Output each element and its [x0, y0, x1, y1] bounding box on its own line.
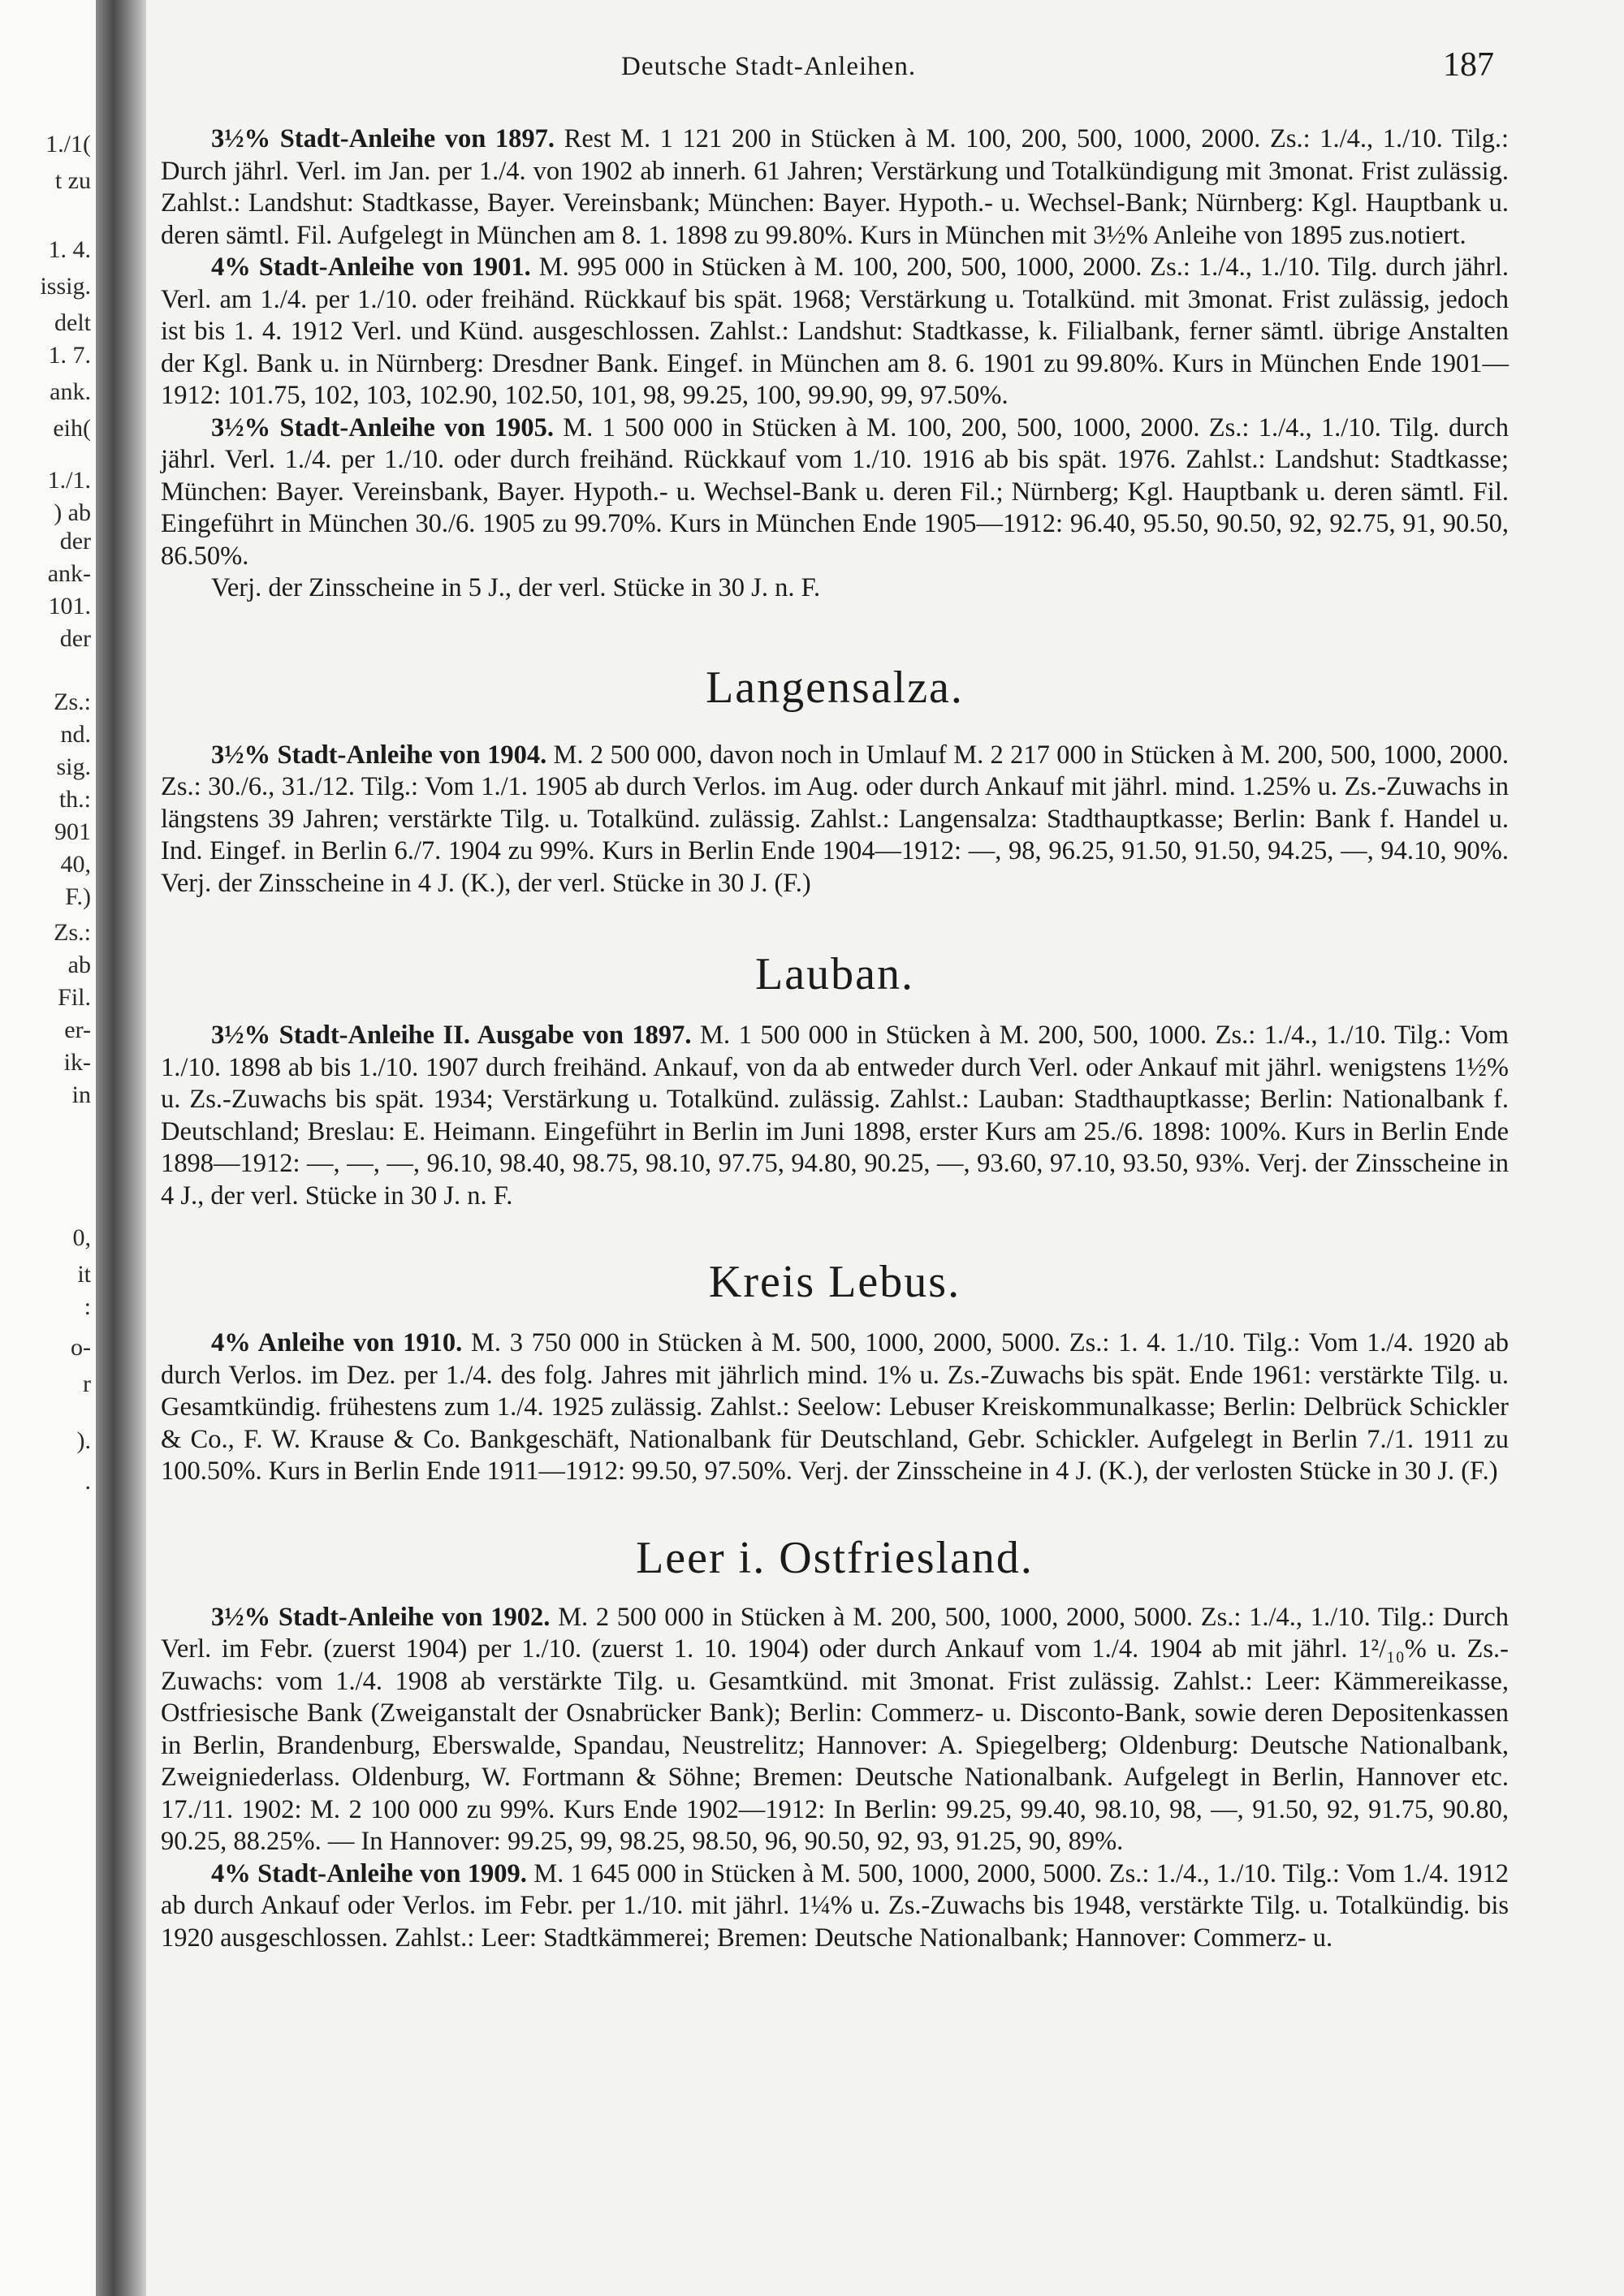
- facing-page-fragment: 1./1.: [47, 467, 91, 494]
- facing-page-fragment: o-: [71, 1334, 91, 1361]
- facing-page-fragment: 1./1(: [45, 131, 91, 158]
- section: [161, 1256, 1509, 1488]
- paragraph: [161, 572, 1509, 605]
- facing-page-fragment: :: [84, 1293, 91, 1320]
- facing-page-fragment: 901: [54, 818, 91, 845]
- facing-page-fragment: 101.: [48, 593, 91, 619]
- facing-page-fragment: eih(: [53, 415, 91, 442]
- paragraph-text: M. 3 750 000 in Stücken à M. 500, 1000, 2000, 5000. Zs.: 1. 4. 1./10. Tilg.: Vom 1./4. 1920 ab durch Verlos. im Dez. per 1./4. des folg. Jahres mit jährlich mind. 1% u. Zs.-Zuwachs bis spät. Ende 1961: verstärkte Tilg. u. Gesamtkündig. frühestens zum 1./4. 1925 zulässig. Zahlst.: Seelow: Lebuser Kreiskommunalkasse; Berlin: Delbrück Schickler & Co., F. W. Krause & Co. Bankgeschäft, Nationalbank für Deutschland, Gebr. Schickler. Aufgelegt in Berlin 7./1. 1911 zu 100.50%. Kurs in Berlin Ende 1911—1912: 99.50, 97.50%. Verj. der Zinsscheine in 4 J. (K.), der verlosten Stücke in 30 J. (F.): [161, 1328, 1510, 1486]
- facing-page-fragment: nd.: [60, 721, 91, 748]
- bond-heading: 4% Anleihe von 1910.: [211, 1328, 463, 1357]
- paragraph: [161, 412, 1509, 573]
- facing-page-fragment: er-: [64, 1016, 91, 1043]
- facing-page-fragment: ik-: [63, 1049, 91, 1076]
- bond-heading: 3½% Stadt-Anleihe von 1902.: [211, 1602, 551, 1632]
- paragraph-text: M. 1 645 000 in Stücken à M. 500, 1000, 2000, 5000. Zs.: 1./4., 1./10. Tilg.: Vom 1./4. 1912 ab durch Ankauf oder Verlos. im Febr. per 1./10. mit jährl. 1¼% u. Zs.-Zuwachs bis 1948, verstärkte Tilg. u. Totalkündig. bis 1920 ausgeschlossen. Zahlst.: Leer: Stadtkämmerei; Bremen: Deutsche Nationalbank; Hannover: Commerz- u.: [161, 1858, 1509, 1953]
- paragraph: [161, 252, 1509, 412]
- paragraph-text: M. 1 500 000 in Stücken à M. 100, 200, 500, 1000, 2000. Zs.: 1./4., 1./10. Tilg. durch jährl. Verl. 1./4. per 1./10. oder durch freihänd. Rückkauf vom 1./10. 1916 ab bis spät. 1976. Zahlst.: Landshut: Stadtkasse; München: Bayer. Vereinsbank, Bayer. Hypoth.- u. Wechsel-Bank u. deren Fil.; Nürnberg; Kgl. Hauptbank u. deren sämtl. Fil. Eingeführt in München 30./6. 1905 zu 99.70%. Kurs in München Ende 1905—1912: 96.40, 95.50, 90.50, 92, 92.75, 91, 90.50, 86.50%.: [161, 412, 1509, 571]
- paragraph: [161, 1602, 1509, 1858]
- section: [161, 948, 1509, 1212]
- paragraph-text: Rest M. 1 121 200 in Stücken à M. 100, 200, 500, 1000, 2000. Zs.: 1./4., 1./10. Tilg.: Durch jährl. Verl. im Jan. per 1./4. von 1902 ab innerh. 61 Jahren; Verstärkung und Totalkündigung mit 3monat. Frist zulässig. Zahlst.: Landshut: Stadtkasse, Bayer. Vereinsbank; München: Bayer. Hypoth.- u. Wechsel-Bank; Nürnberg: Kgl. Hauptbank u. deren sämtl. Fil. Aufgelegt in München am 8. 1. 1898 zu 99.80%. Kurs in München mit 3½% Anleihe von 1895 zus.notiert.: [161, 124, 1509, 250]
- facing-page-fragment: delt: [54, 309, 91, 336]
- page-header: [146, 45, 1494, 86]
- paragraph: [161, 1858, 1509, 1955]
- paragraph-text: Verj. der Zinsscheine in 5 J., der verl. Stücke in 30 J. n. F.: [211, 573, 821, 602]
- bond-heading: 3½% Stadt-Anleihe von 1897.: [211, 124, 555, 153]
- facing-page-fragment: Zs.:: [54, 919, 91, 946]
- facing-page-fragment: issig.: [40, 273, 91, 300]
- facing-page-fragment: ).: [76, 1427, 91, 1454]
- facing-page-fragment: 0,: [72, 1224, 91, 1251]
- bond-heading: 4% Stadt-Anleihe von 1909.: [211, 1858, 527, 1888]
- paragraph: [161, 1327, 1509, 1488]
- facing-page-fragment: 1. 7.: [48, 342, 91, 369]
- facing-page-fragment: in: [71, 1081, 91, 1108]
- facing-page-fragment: 40,: [60, 851, 91, 878]
- bond-heading: 4% Stadt-Anleihe von 1901.: [211, 252, 531, 282]
- paragraph: [161, 740, 1509, 900]
- document-page: [146, 0, 1624, 2296]
- facing-page-margin: [0, 0, 96, 2296]
- facing-page-fragment: ) ab: [54, 499, 91, 526]
- facing-page-fragment: th.:: [58, 786, 91, 813]
- paragraph: [161, 123, 1509, 252]
- section-title: Lauban.: [755, 949, 914, 999]
- facing-page-fragment: .: [84, 1468, 91, 1495]
- bond-heading: 3½% Stadt-Anleihe von 1904.: [211, 740, 547, 770]
- facing-page-fragment: it: [77, 1261, 91, 1288]
- facing-page-fragment: Zs.:: [54, 688, 91, 715]
- facing-page-fragment: Fil.: [58, 984, 91, 1011]
- facing-page-fragment: F.): [65, 883, 91, 910]
- paragraph-text: M. 995 000 in Stücken à M. 100, 200, 500, 1000, 2000. Zs.: 1./4., 1./10. Tilg. durch jährl. Verl. am 1./4. per 1./10. oder freihänd. Rückkauf bis spät. 1968; Verstärkung u. Totalkünd. mit 3monat. Frist zulässig, jedoch ist bis 1. 4. 1912 Verl. und Künd. ausgeschlossen. Zahlst.: Landshut: Stadtkasse, k. Filialbank, ferner sämtl. übrige Anstalten der Kgl. Bank u. in Nürnberg: Dresdner Bank. Eingef. in München am 8. 6. 1901 zu 99.80%. Kurs in München Ende 1901—1912: 101.75, 102, 103, 102.90, 102.50, 101, 98, 99.25, 100, 99.90, 99, 97.50%.: [161, 252, 1510, 410]
- paragraph: [161, 1020, 1509, 1212]
- section-title: Leer i. Ostfriesland.: [636, 1532, 1034, 1583]
- paragraph-text: M. 1 500 000 in Stücken à M. 200, 500, 1000. Zs.: 1./4., 1./10. Tilg.: Vom 1./10. 1898 ab bis 1./10. 1907 durch freihänd. Ankauf, von da ab entweder durch Verl. oder Ankauf mit jährl. wenigstens 1½% u. Zs.-Zuwachs bis spät. 1934; Verstärkung u. Totalkünd. zulässig. Zahlst.: Lauban: Stadthauptkasse; Berlin: Nationalbank f. Deutschland; Breslau: E. Heimann. Eingeführt in Berlin im Juni 1898, erster Kurs am 25./6. 1898: 100%. Kurs in Berlin Ende 1898—1912: —, —, —, 96.10, 98.40, 98.75, 98.10, 97.75, 94.80, 90.25, —, 93.60, 97.10, 93.50, 93%. Verj. der Zinsscheine in 4 J., der verl. Stücke in 30 J. n. F.: [161, 1021, 1510, 1211]
- facing-page-fragment: ab: [67, 952, 91, 978]
- section: [161, 123, 1509, 605]
- page-number: 187: [1443, 46, 1494, 84]
- running-title: Deutsche Stadt-Anleihen.: [621, 52, 917, 81]
- page-body: [161, 123, 1509, 1954]
- section-title: Kreis Lebus.: [708, 1257, 961, 1307]
- facing-page-fragment: t zu: [54, 167, 91, 194]
- facing-page-fragment: ank-: [47, 560, 91, 587]
- section-title: Langensalza.: [706, 662, 964, 713]
- book-spine-gutter: [96, 0, 146, 2296]
- paragraph-text: M. 2 500 000, davon noch in Umlauf M. 2 217 000 in Stücken à M. 200, 500, 1000, 2000. Zs.: 30./6., 31./12. Tilg.: Vom 1./1. 1905 ab durch Verlos. im Aug. oder durch Ankauf mit jährl. mind. 1.25% u. Zs.-Zuwachs in längstens 39 Jahren; verstärkte Tilg. u. Totalkünd. zulässig. Zahlst.: Langensalza: Stadthauptkasse; Berlin: Bank f. Handel u. Ind. Eingef. in Berlin 6./7. 1904 zu 99%. Kurs in Berlin Ende 1904—1912: —, 98, 96.25, 91.50, 91.50, 94.25, —, 94.10, 90%. Verj. der Zinsscheine in 4 J. (K.), der verl. Stücke in 30 J. (F.): [161, 740, 1509, 898]
- facing-page-fragment: sig.: [56, 753, 91, 780]
- section: [161, 1532, 1509, 1955]
- facing-page-fragment: ank.: [50, 378, 91, 405]
- bond-heading: 3½% Stadt-Anleihe von 1905.: [211, 412, 555, 442]
- facing-page-fragment: 1. 4.: [48, 236, 91, 263]
- facing-page-fragment: r: [83, 1370, 91, 1397]
- facing-page-fragment: der: [59, 625, 91, 652]
- facing-page-fragment: der: [59, 528, 91, 555]
- paragraph-text: M. 2 500 000 in Stücken à M. 200, 500, 1000, 2000, 5000. Zs.: 1./4., 1./10. Tilg.: Durch Verl. im Febr. (zuerst 1904) per 1./10. (zuerst 1. 10. 1904) oder durch Ankauf vom 1./4. 1904 ab mit jährl. 1²/₁₀% u. Zs.-Zuwachs: vom 1./4. 1908 ab verstärkte Tilg. u. Gesamtkünd. mit 3monat. Frist zulässig. Zahlst.: Leer: Kämmereikasse, Ostfriesische Bank (Zweiganstalt der Osnabrücker Bank); Berlin: Commerz- u. Disconto-Bank, sowie deren Depositenkassen in Berlin, Brandenburg, Eberswalde, Spandau, Neustrelitz; Hannover: A. Spiegelberg; Oldenburg: Deutsche Nationalbank, Zweigniederlass. Oldenburg, W. Fortmann & Söhne; Bremen: Deutsche Nationalbank. Aufgelegt in Berlin, Hannover etc. 17./11. 1902: M. 2 100 000 zu 99%. Kurs Ende 1902—1912: In Berlin: 99.25, 99.40, 98.10, 98, —, 91.50, 92, 91.75, 90.80, 90.25, 88.25%. — In Hannover: 99.25, 99, 98.25, 98.50, 96, 90.50, 92, 93, 91.25, 90, 89%.: [161, 1602, 1509, 1856]
- section: [161, 662, 1509, 900]
- bond-heading: 3½% Stadt-Anleihe II. Ausgabe von 1897.: [211, 1021, 692, 1050]
